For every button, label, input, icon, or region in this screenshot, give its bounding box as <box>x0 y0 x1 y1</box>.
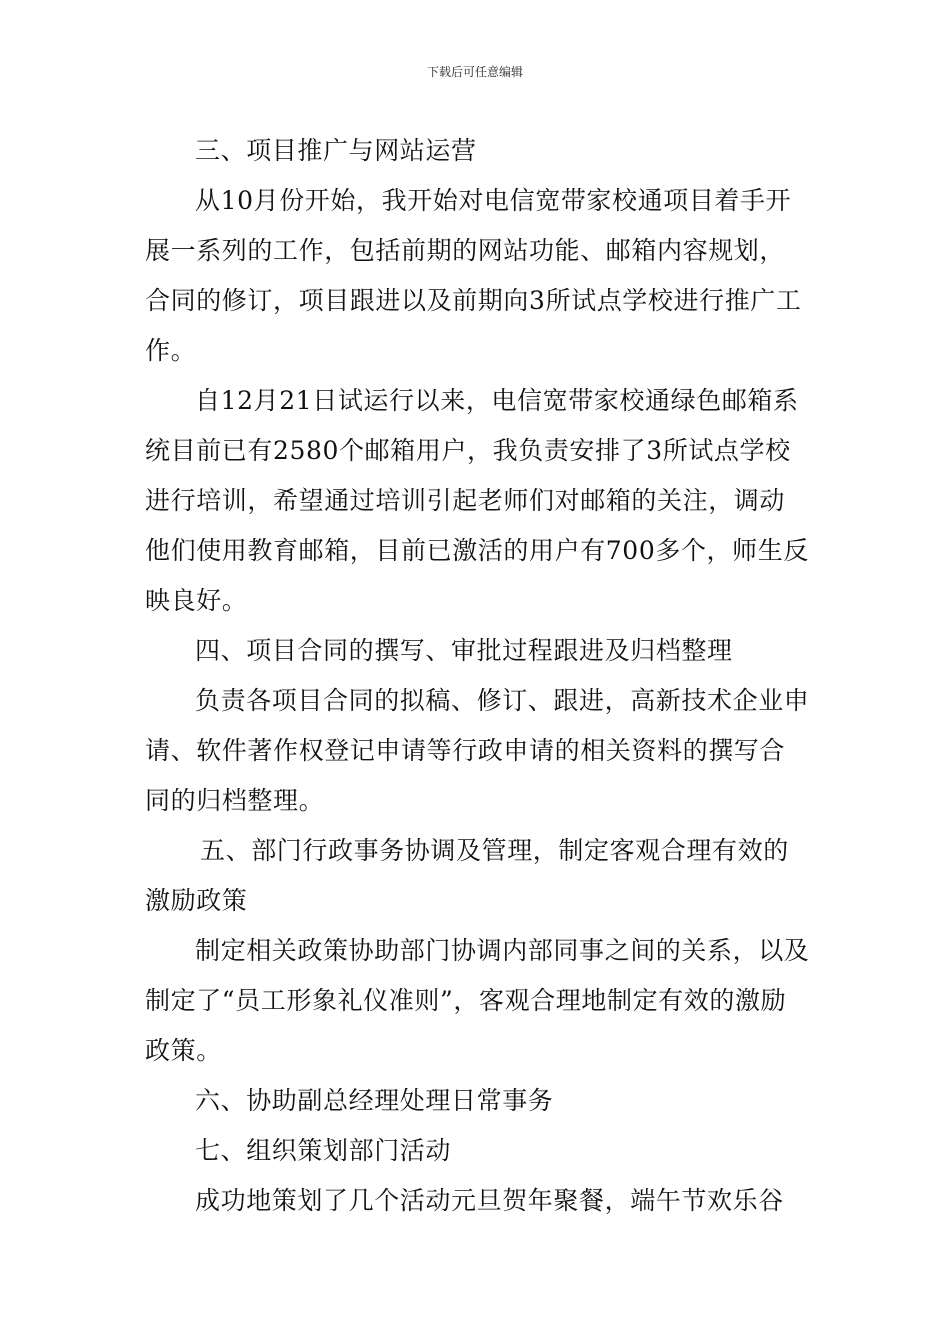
paragraph-contracts: 负责各项目合同的拟稿、修订、跟进，高新技术企业申请、软件著作权登记申请等行政申请的相关资料的撰写合同的归档整理。 <box>145 686 810 815</box>
page-header-note: 下载后可任意编辑 <box>426 65 523 79</box>
section-heading-4: 四、项目合同的撰写、审批过程跟进及归档整理 <box>195 636 733 665</box>
section-heading-3: 三、项目推广与网站运营 <box>195 136 477 165</box>
section-heading-5: 五、部门行政事务协调及管理，制定客观合理有效的激励政策 <box>145 836 789 915</box>
document-body <box>145 126 810 1226</box>
paragraph-activities: 成功地策划了几个活动元旦贺年聚餐，端午节欢乐谷 <box>195 1186 784 1215</box>
paragraph-trial-run: 自12月21日试运行以来，电信宽带家校通绿色邮箱系统目前已有2580个邮箱用户，我负责安排了3所试点学校进行培训，希望通过培训引起老师们对邮箱的关注，调动他们使用教育邮箱，目前已激活的用户有700多个，师生反映良好。 <box>145 386 809 615</box>
section-heading-6: 六、协助副总经理处理日常事务 <box>195 1086 554 1115</box>
paragraph-policies: 制定相关政策协助部门协调内部同事之间的关系，以及制定了“员工形象礼仪准则”，客观合理地制定有效的激励政策。 <box>145 936 810 1065</box>
section-heading-7: 七、组织策划部门活动 <box>195 1136 452 1165</box>
paragraph-project-start: 从10月份开始，我开始对电信宽带家校通项目着手开展一系列的工作，包括前期的网站功能、邮箱内容规划，合同的修订，项目跟进以及前期向3所试点学校进行推广工作。 <box>145 186 802 365</box>
